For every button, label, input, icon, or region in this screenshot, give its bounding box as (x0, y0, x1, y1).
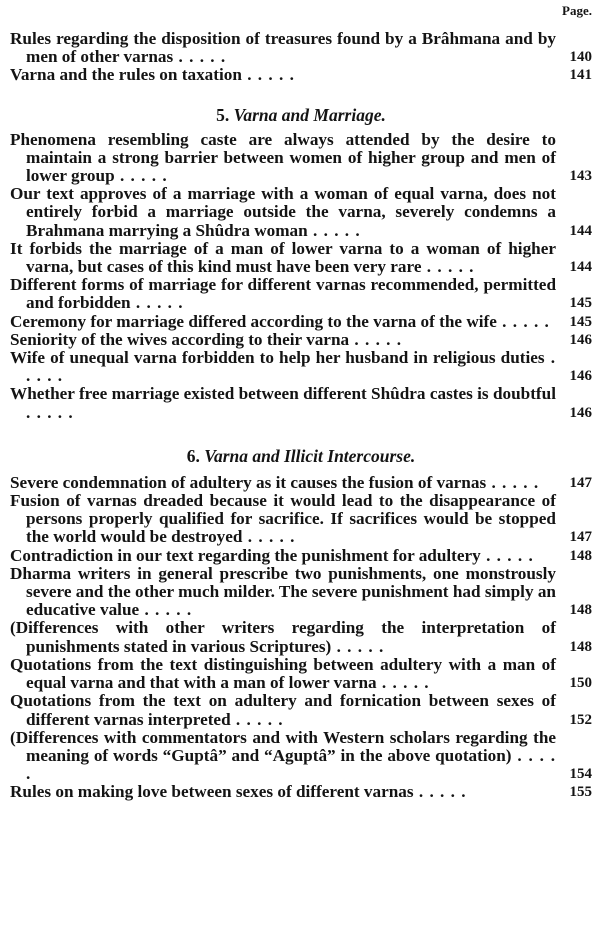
page-number: 146 (569, 368, 592, 385)
entry-text: Whether free marriage existed between different Shûdra castes is doubtful (10, 384, 556, 404)
page-number: 143 (569, 168, 592, 185)
leader-dots: . . . . . (376, 673, 430, 693)
entry-text: (Differences with commentators and with Western scholars regarding the meaning of words “Guptâ” and “Aguptâ” in the above quotation) (10, 727, 556, 765)
entry-text: Ceremony for marriage differed according to the varna of the wife (10, 311, 497, 331)
toc-entry (10, 185, 592, 240)
toc-entry (10, 385, 592, 421)
toc-entry (10, 313, 592, 331)
leader-dots: . . . . . (242, 527, 296, 547)
entry-text: Wife of unequal varna forbidden to help her husband in religious duties (10, 348, 545, 368)
entry-text: Our text approves of a marriage with a woman of equal varna, does not entirely forbid a marriage outside the varna, severely condemns a Brahmana marrying a Shûdra woman (10, 184, 556, 240)
entry-text: Contradiction in our text regarding the punishment for adultery (10, 545, 481, 565)
leader-dots: . . . . . (480, 545, 534, 565)
toc-entry (10, 619, 592, 655)
toc-entry (10, 474, 592, 492)
entry-text: Dharma writers in general prescribe two punishments, one monstrously severe and the other much milder. The severe punishment had simply an educative value (10, 563, 556, 620)
section-5 (10, 105, 592, 422)
toc-entry (10, 240, 592, 276)
page-number: 147 (569, 529, 592, 546)
entry-text: Quotations from the text distinguishing between adultery with a man of equal varna and that with a man of lower varna (10, 654, 556, 693)
leader-dots: . . . . . (486, 472, 540, 492)
leader-dots: . . . . . (114, 166, 168, 186)
entry-text: It forbids the marriage of a man of lower varna to a woman of higher varna, but cases of this kind must have been very rare (10, 238, 556, 277)
leader-dots: . . . . . (26, 402, 74, 422)
page-number: 152 (569, 711, 592, 728)
page-column-header: Page. (562, 3, 592, 18)
entry-text: Fusion of varnas dreaded because it would lead to the disappearance of persons properly qualified for sacrifice. If sacrifices would be stopped the world would be destroyed (10, 491, 556, 547)
leader-dots: . . . . . (496, 311, 550, 331)
page-number: 148 (569, 638, 592, 655)
leader-dots: . . . . . (307, 220, 361, 240)
page-number: 154 (569, 766, 592, 783)
section-number: 6. (186, 445, 200, 466)
page-number: 140 (569, 49, 592, 66)
toc-entry (10, 565, 592, 620)
section-heading: Varna and Illicit Intercourse. (204, 445, 416, 466)
toc-entry (10, 276, 592, 312)
page-number: 146 (569, 404, 592, 421)
entry-text: (Differences with other writers regarding the interpretation of punishments stated in various Scriptures) (10, 618, 556, 656)
page-number: 150 (569, 675, 592, 692)
toc-entry (10, 30, 592, 66)
page-number: 145 (569, 313, 592, 330)
leader-dots: . . . . . (26, 348, 556, 386)
toc-entry (10, 656, 592, 692)
leader-dots: . . . . . (139, 600, 193, 620)
entry-text: Phenomena resembling caste are always attended by the desire to maintain a strong barrier between women of higher group and men of lower group (10, 129, 556, 186)
entry-text: Varna and the rules on taxation (10, 65, 242, 85)
leader-dots: . . . . . (130, 293, 184, 313)
toc-entry (10, 547, 592, 565)
toc-entry (10, 66, 592, 84)
leader-dots: . . . . . (421, 257, 475, 277)
entry-text: Severe condemnation of adultery as it causes the fusion of varnas (10, 472, 487, 492)
section-heading: Varna and Marriage. (233, 104, 386, 125)
leader-dots: . . . . . (26, 745, 556, 784)
section-title (10, 105, 592, 125)
toc-entry (10, 331, 592, 349)
leader-dots: . . . . . (230, 709, 284, 729)
page-number: 155 (569, 784, 592, 801)
toc-entry (10, 349, 592, 385)
page-number: 148 (569, 602, 592, 619)
contents-list (0, 30, 600, 802)
entry-text: Rules on making love between sexes of different varnas (10, 782, 414, 802)
page-number: 148 (569, 547, 592, 564)
leader-dots: . . . . . (241, 65, 295, 85)
leader-dots: . . . . . (331, 636, 385, 656)
page-number: 144 (569, 222, 592, 239)
entry-text: Quotations from the text on adultery and fornication between sexes of different varnas interpreted (10, 691, 556, 729)
leader-dots: . . . . . (349, 329, 403, 349)
entry-text: Seniority of the wives according to their varna (10, 329, 350, 349)
page-number: 141 (569, 67, 592, 84)
page-number: 144 (569, 259, 592, 276)
toc-entry (10, 783, 592, 801)
page-number: 145 (569, 295, 592, 312)
toc-entry (10, 492, 592, 547)
leader-dots: . . . . . (173, 47, 227, 67)
section-6 (10, 446, 592, 802)
leader-dots: . . . . . (413, 782, 467, 802)
page-number: 147 (569, 474, 592, 491)
entry-text: Different forms of marriage for different varnas recommended, permitted and forbidden (10, 275, 556, 313)
section-number: 5. (216, 104, 230, 125)
toc-entry (10, 692, 592, 728)
toc-entry (10, 729, 592, 784)
toc-entry (10, 131, 592, 186)
entry-text: Rules regarding the disposition of treasures found by a Brâhmana and by men of other varnas (10, 29, 556, 67)
section-6-entries (10, 474, 592, 802)
section-5-entries (10, 131, 592, 422)
section-title (10, 446, 592, 466)
page-number: 146 (569, 331, 592, 348)
intro-entries (10, 30, 592, 85)
